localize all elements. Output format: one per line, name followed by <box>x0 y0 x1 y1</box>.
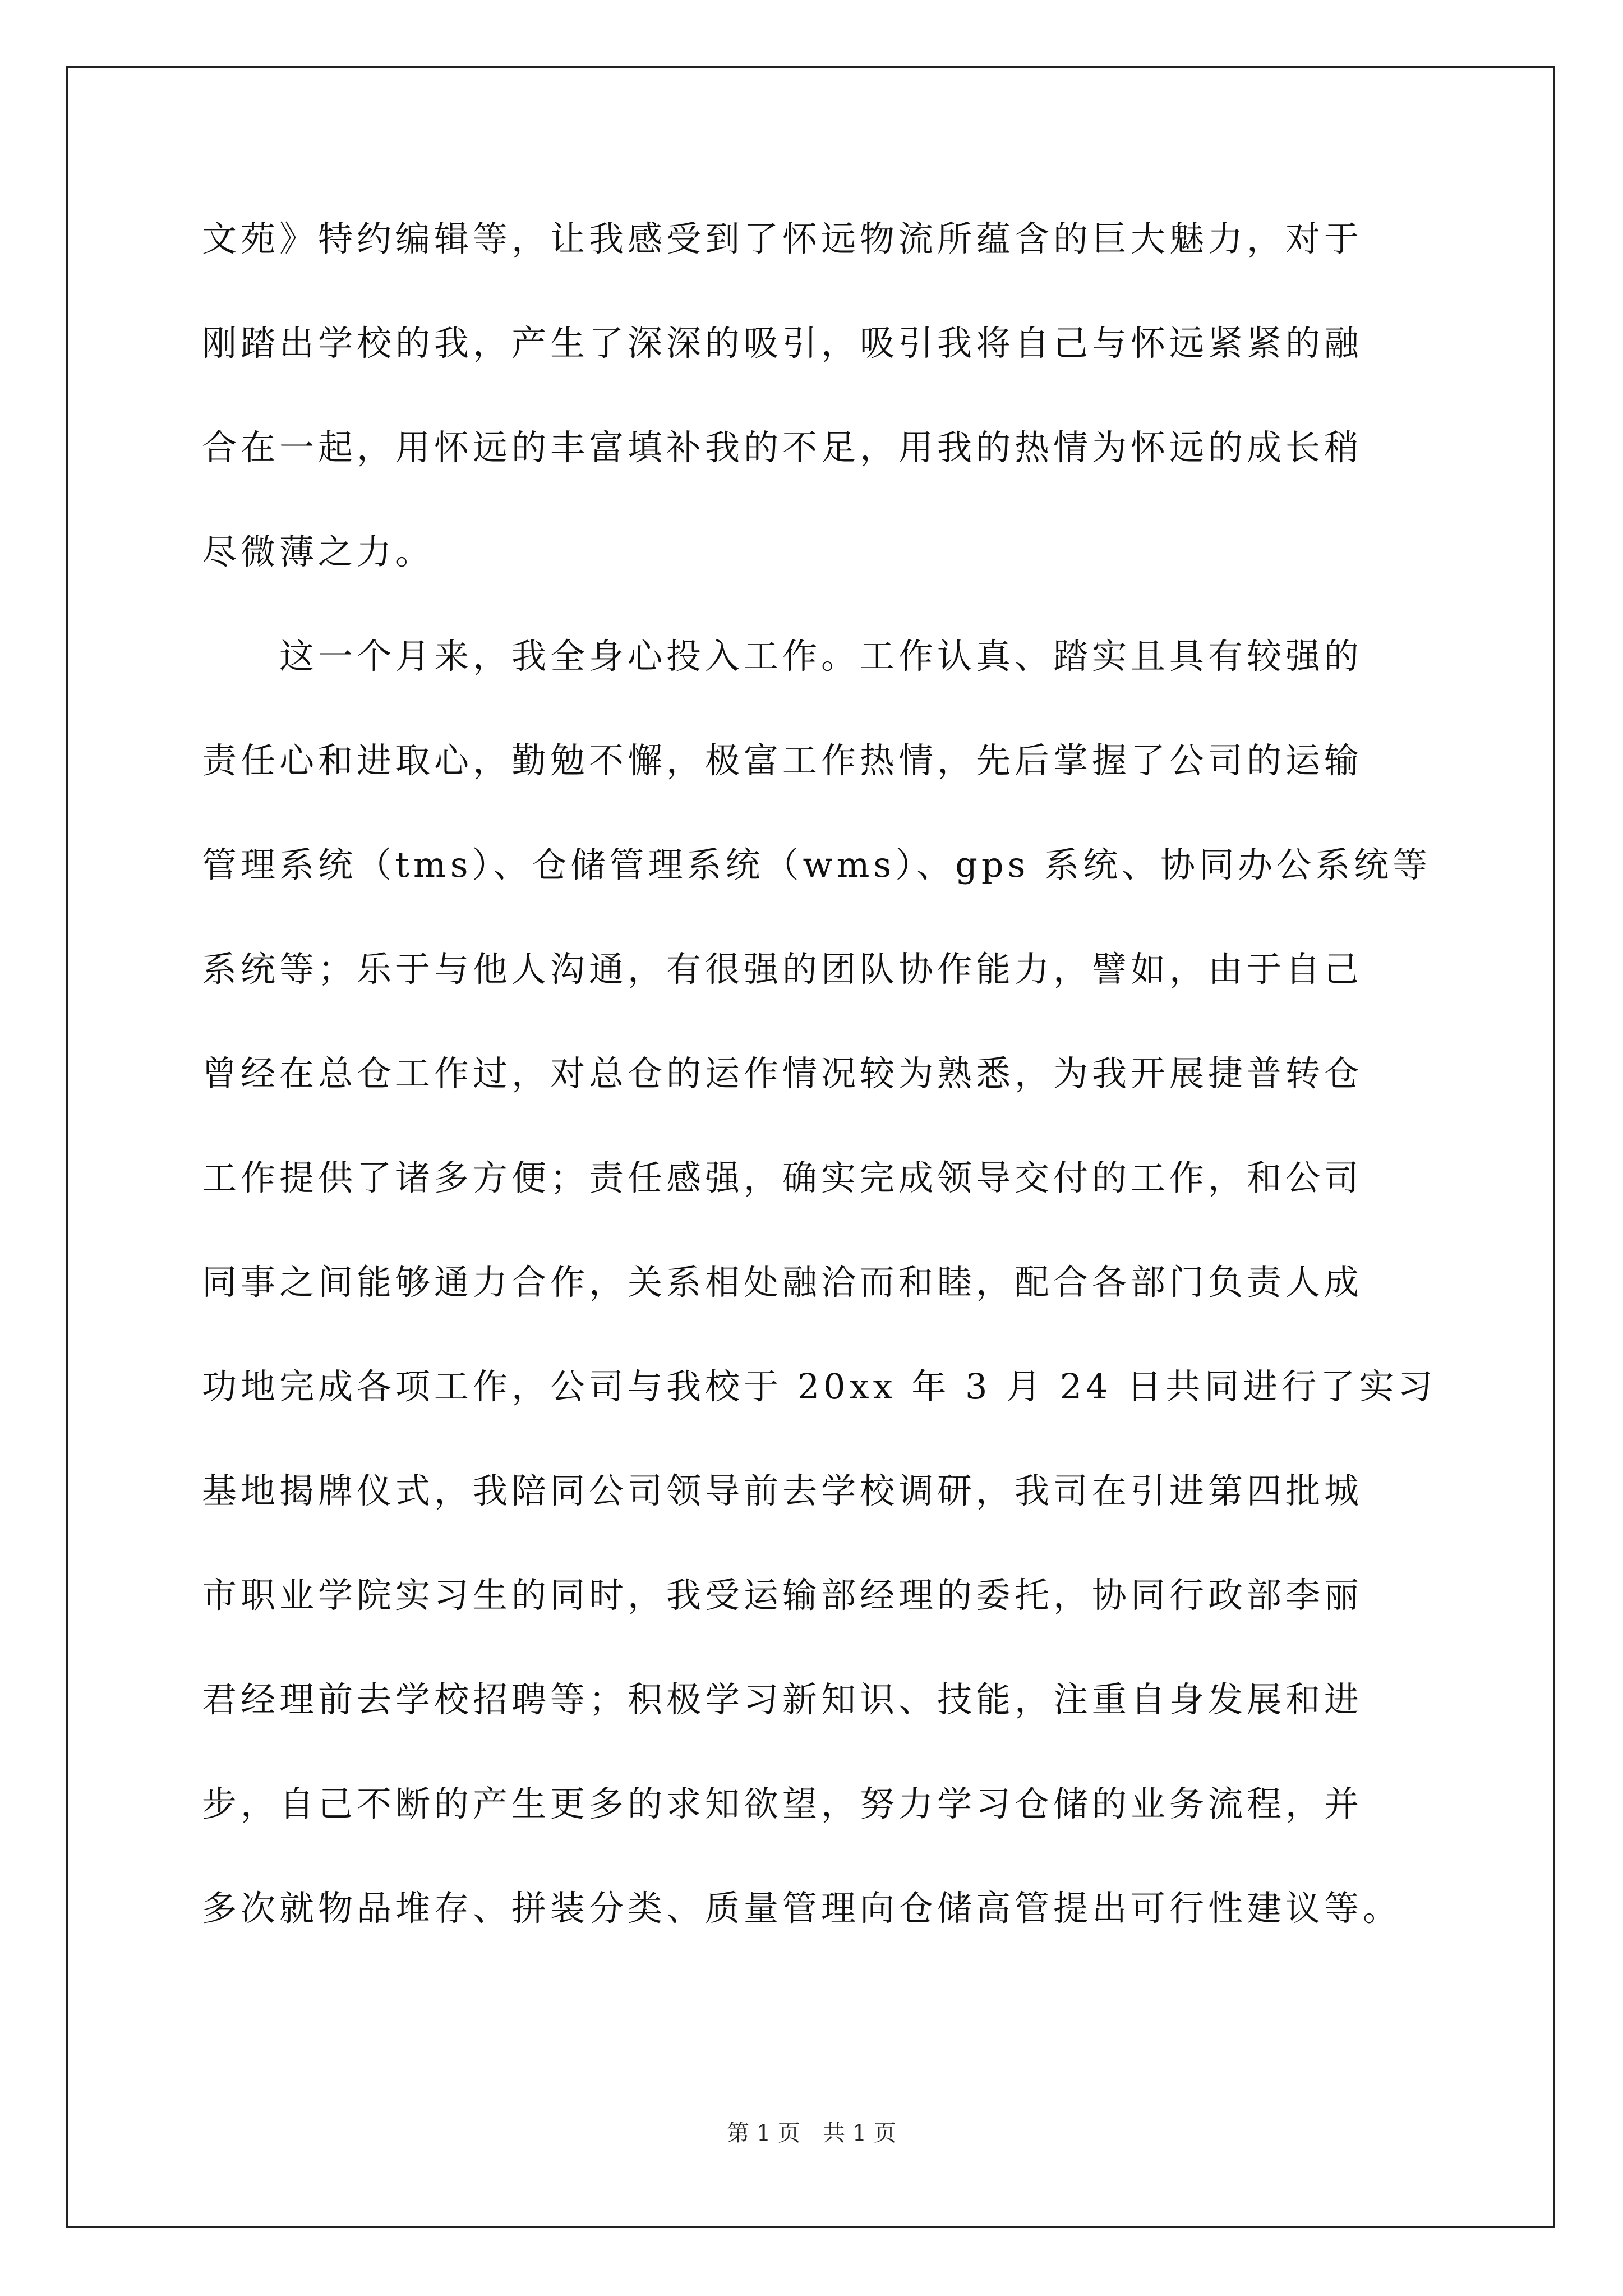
text-line: 君经理前去学校招聘等；积极学习新知识、技能，注重自身发展和进 <box>202 1679 1363 1720</box>
text-line: 文苑》特约编辑等，让我感受到了怀远物流所蕴含的巨大魅力，对于 <box>202 218 1363 259</box>
text-line: 尽微薄之力。 <box>202 531 435 572</box>
text-line: 刚踏出学校的我，产生了深深的吸引，吸引我将自己与怀远紧紧的融 <box>202 323 1363 364</box>
text-line: 责任心和进取心，勤勉不懈，极富工作热情，先后掌握了公司的运输 <box>202 740 1363 781</box>
text-line: 基地揭牌仪式，我陪同公司领导前去学校调研，我司在引进第四批城 <box>202 1470 1363 1511</box>
text-line: 曾经在总仓工作过，对总仓的运作情况较为熟悉，为我开展捷普转仓 <box>202 1053 1363 1094</box>
text-line: 步，自己不断的产生更多的求知欲望，努力学习仓储的业务流程，并 <box>202 1783 1363 1824</box>
text-line: 系统等；乐于与他人沟通，有很强的团队协作能力，譬如，由于自己 <box>202 949 1363 990</box>
text-line: 功地完成各项工作，公司与我校于 20xx 年 3 月 24 日共同进行了实习 <box>202 1366 1437 1407</box>
text-line: 这一个月来，我全身心投入工作。工作认真、踏实且具有较强的 <box>202 636 1363 677</box>
text-line: 市职业学院实习生的同时，我受运输部经理的委托，协同行政部李丽 <box>202 1575 1363 1616</box>
text-line: 同事之间能够通力合作，关系相处融洽而和睦，配合各部门负责人成 <box>202 1262 1363 1303</box>
page-number-footer: 第 1 页 共 1 页 <box>727 2120 896 2146</box>
text-line: 工作提供了诸多方便；责任感强，确实完成领导交付的工作，和公司 <box>202 1157 1363 1198</box>
document-body <box>202 218 1437 1995</box>
text-line: 合在一起，用怀远的丰富填补我的不足，用我的热情为怀远的成长稍 <box>202 427 1363 468</box>
text-line: 管理系统（tms）、仓储管理系统（wms）、gps 系统、协同办公系统等 <box>202 844 1432 885</box>
text-line: 多次就物品堆存、拼装分类、质量管理向仓储高管提出可行性建议等。 <box>202 1888 1402 1929</box>
